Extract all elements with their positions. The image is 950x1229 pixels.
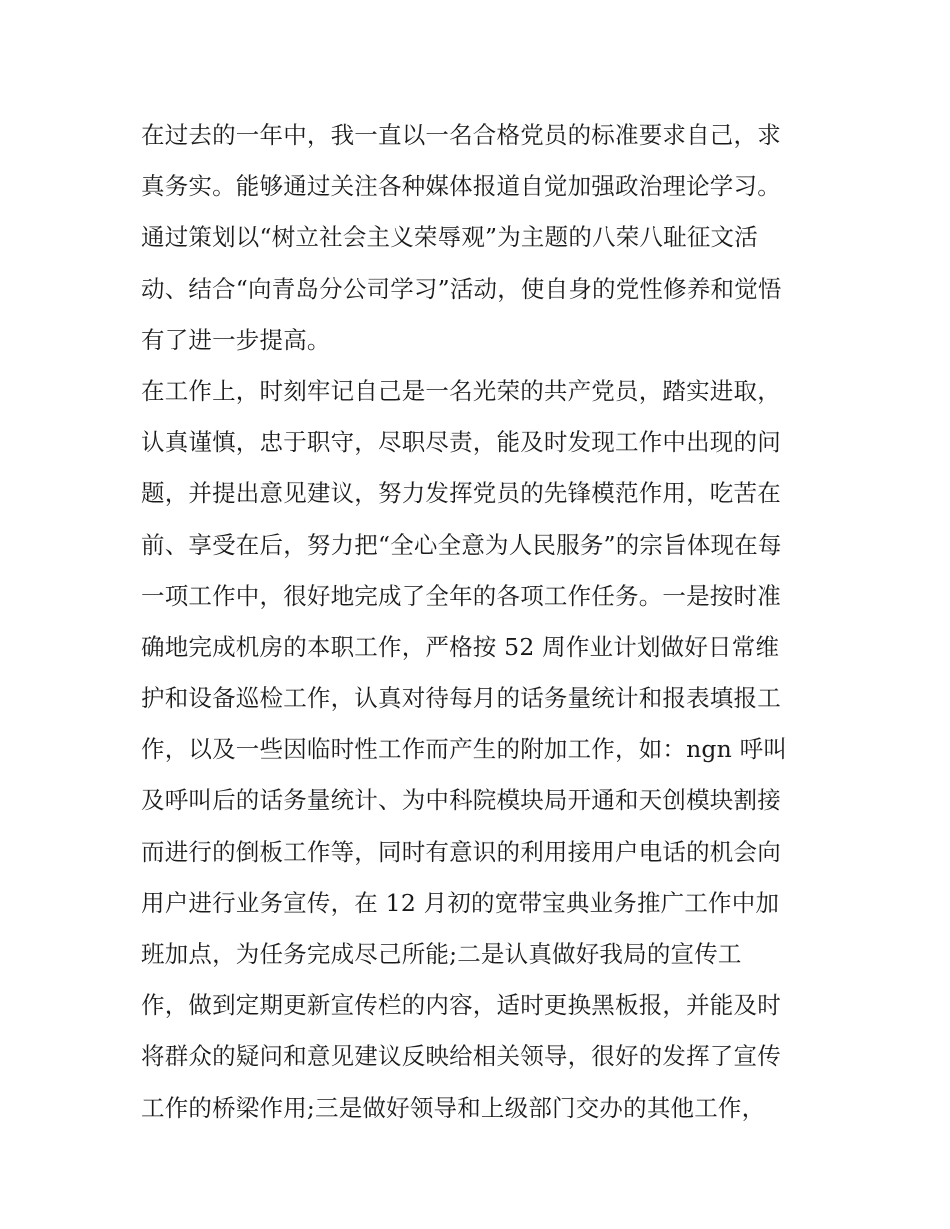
text-line: 用户进行业务宣传，在 12 月初的宽带宝典业务推广工作中加	[141, 888, 780, 917]
text-line: 一项工作中，很好地完成了全年的各项工作任务。一是按时准	[141, 581, 781, 610]
document-body	[141, 110, 821, 1134]
text-line: 有了进一步提高。	[141, 325, 331, 354]
text-line: 护和设备巡检工作，认真对待每月的话务量统计和报表填报工	[141, 684, 781, 713]
paragraph-1	[141, 110, 821, 366]
text-line: 而进行的倒板工作等，同时有意识的利用接用户电话的机会向	[141, 837, 781, 866]
text-line: 工作的桥梁作用;三是做好领导和上级部门交办的其他工作，	[141, 1093, 766, 1122]
text-line: 在过去的一年中，我一直以一名合格党员的标准要求自己，求	[141, 121, 781, 149]
text-line: 前、享受在后，努力把“全心全意为人民服务”的宗旨体现在每	[141, 530, 782, 559]
text-line: 作，做到定期更新宣传栏的内容，适时更换黑板报，并能及时	[141, 991, 781, 1020]
text-line: 真务实。能够通过关注各种媒体报道自觉加强政治理论学习。	[141, 172, 781, 201]
text-line: 及呼叫后的话务量统计、为中科院模块局开通和天创模块割接	[141, 786, 781, 815]
paragraph-2	[141, 366, 821, 1134]
text-line: 在工作上，时刻牢记自己是一名光荣的共产党员，踏实进取，	[141, 376, 781, 405]
text-line: 将群众的疑问和意见建议反映给相关领导，很好的发挥了宣传	[141, 1042, 781, 1071]
text-line: 动、结合“向青岛分公司学习”活动，使自身的党性修养和觉悟	[141, 274, 782, 303]
text-line: 认真谨慎，忠于职守，尽职尽责，能及时发现工作中出现的问	[141, 428, 781, 457]
text-line: 通过策划以“树立社会主义荣辱观”为主题的八荣八耻征文活	[141, 223, 758, 252]
text-line: 确地完成机房的本职工作，严格按 52 周作业计划做好日常维	[141, 632, 780, 661]
text-line: 作，以及一些因临时性工作而产生的附加工作，如：ngn 呼叫	[141, 735, 788, 764]
text-line: 班加点，为任务完成尽己所能;二是认真做好我局的宣传工	[141, 940, 742, 968]
text-line: 题，并提出意见建议，努力发挥党员的先锋模范作用，吃苦在	[141, 479, 781, 508]
